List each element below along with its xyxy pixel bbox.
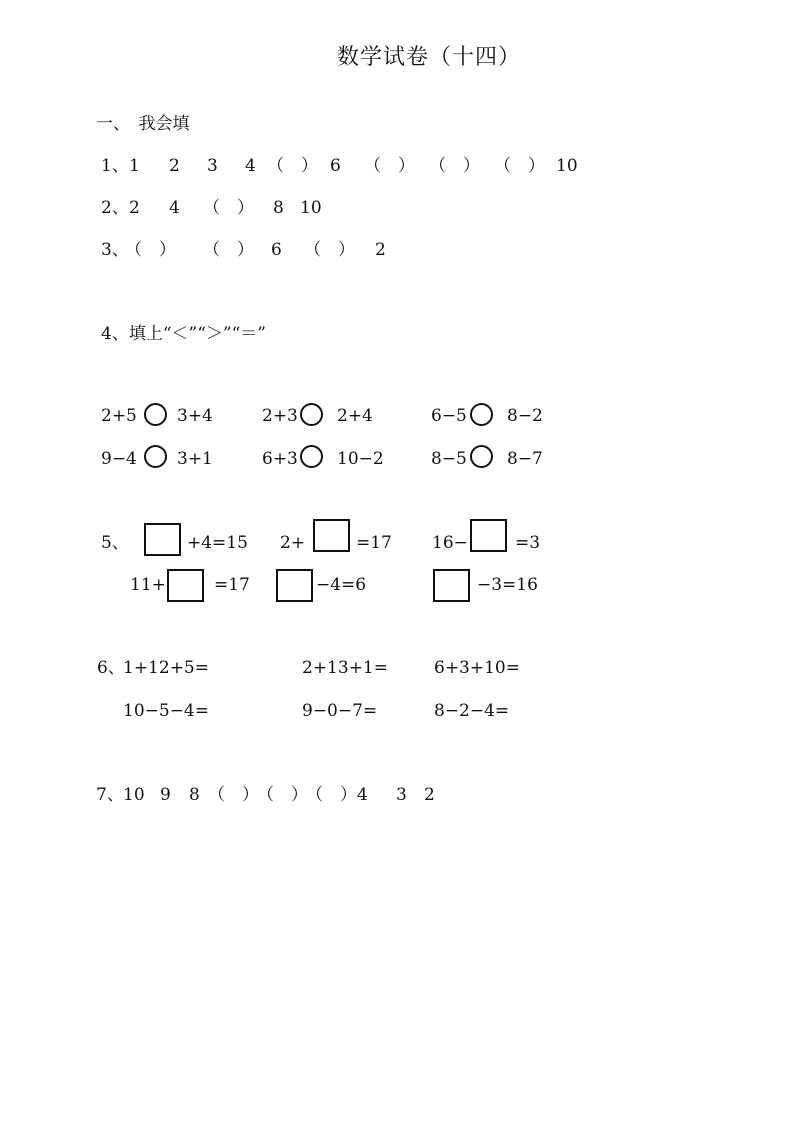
section-heading: 一、 我会填	[96, 114, 190, 134]
compare-right: 2+4	[337, 406, 373, 426]
compare-left: 2+5	[101, 406, 137, 426]
answer-blank[interactable]: （ ）	[125, 240, 176, 260]
compare-circle[interactable]	[144, 445, 167, 468]
compare-left: 6+3	[262, 449, 298, 469]
question-label: 3、	[101, 240, 129, 260]
expression: 1+12+5=	[123, 658, 209, 678]
question-label: 7、	[96, 785, 124, 805]
expression: 10−5−4=	[123, 701, 209, 721]
question-label: 5、	[101, 533, 129, 553]
question-label: 6、	[97, 658, 125, 678]
sequence-item: 4	[245, 156, 256, 176]
sequence-item: 3	[207, 156, 218, 176]
answer-box[interactable]	[167, 569, 204, 602]
expression: 8−2−4=	[434, 701, 510, 721]
compare-right: 3+4	[177, 406, 213, 426]
question-label: 2、	[101, 198, 129, 218]
compare-circle[interactable]	[144, 403, 167, 426]
sequence-item: 10	[300, 198, 322, 218]
compare-left: 6−5	[431, 406, 467, 426]
question-label: 4、填上“＜”“＞”“＝”	[101, 324, 266, 344]
expression: 9−0−7=	[302, 701, 378, 721]
compare-right: 10−2	[337, 449, 384, 469]
equation-after: −3=16	[477, 575, 538, 595]
sequence-item: 8	[189, 785, 200, 805]
sequence-item: 3	[396, 785, 407, 805]
answer-blank[interactable]: （ ）	[203, 198, 254, 218]
compare-right: 8−7	[507, 449, 543, 469]
compare-left: 2+3	[262, 406, 298, 426]
sequence-item: 4	[357, 785, 368, 805]
equation-after: =3	[515, 533, 541, 553]
compare-circle[interactable]	[470, 403, 493, 426]
sequence-item: 2	[129, 198, 140, 218]
sequence-item: 6	[330, 156, 341, 176]
equation-before: 16−	[432, 533, 468, 553]
answer-blank[interactable]: （ ）	[494, 156, 545, 176]
sequence-item: 2	[169, 156, 180, 176]
compare-left: 9−4	[101, 449, 137, 469]
equation-after: =17	[214, 575, 250, 595]
answer-box[interactable]	[313, 519, 350, 552]
question-label: 1、	[101, 156, 129, 176]
sequence-item: 4	[169, 198, 180, 218]
compare-right: 8−2	[507, 406, 543, 426]
sequence-item: 6	[271, 240, 282, 260]
answer-blank[interactable]: （ ）	[304, 240, 355, 260]
answer-blank[interactable]: （ ）	[364, 156, 415, 176]
equation-before: 2+	[280, 533, 306, 553]
compare-circle[interactable]	[300, 403, 323, 426]
equation-after: +4=15	[187, 533, 248, 553]
answer-blank[interactable]: （ ）	[208, 785, 259, 805]
equation-after: =17	[356, 533, 392, 553]
sequence-item: 1	[129, 156, 140, 176]
answer-box[interactable]	[276, 569, 313, 602]
equation-after: −4=6	[316, 575, 367, 595]
compare-circle[interactable]	[300, 445, 323, 468]
compare-right: 3+1	[177, 449, 213, 469]
sequence-item: 2	[375, 240, 386, 260]
expression: 6+3+10=	[434, 658, 520, 678]
sequence-item: 8	[273, 198, 284, 218]
compare-left: 8−5	[431, 449, 467, 469]
answer-box[interactable]	[470, 519, 507, 552]
answer-box[interactable]	[433, 569, 470, 602]
answer-blank[interactable]: （ ）	[203, 240, 254, 260]
sequence-item: 9	[160, 785, 171, 805]
page-title: 数学试卷（十四）	[337, 45, 522, 70]
sequence-item: 2	[424, 785, 435, 805]
answer-blank[interactable]: （ ）	[257, 785, 308, 805]
sequence-item: 10	[556, 156, 578, 176]
equation-before: 11+	[130, 575, 166, 595]
answer-box[interactable]	[144, 523, 181, 556]
expression: 2+13+1=	[302, 658, 388, 678]
answer-blank[interactable]: （ ）	[306, 785, 357, 805]
compare-circle[interactable]	[470, 445, 493, 468]
sequence-item: 10	[123, 785, 145, 805]
answer-blank[interactable]: （ ）	[267, 156, 318, 176]
answer-blank[interactable]: （ ）	[429, 156, 480, 176]
